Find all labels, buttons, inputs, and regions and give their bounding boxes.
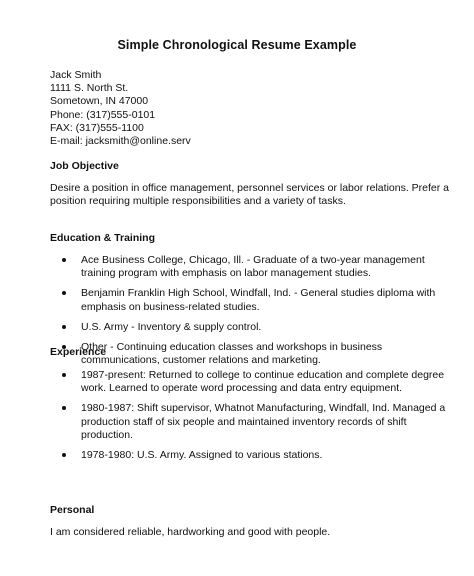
- list-item-text: U.S. Army - Inventory & supply control.: [81, 320, 262, 333]
- list-item-text: Other - Continuing education classes and workshops in business communications, customer relations and marketing.: [81, 340, 383, 366]
- list-item-text: Benjamin Franklin High School, Windfall, Ind. - General studies diploma with emphasis on business-related studies.: [81, 287, 436, 313]
- contact-email: E-mail: jacksmith@online.serv: [50, 135, 191, 148]
- contact-fax: FAX: (317)555-1100: [50, 121, 144, 134]
- bullet-icon: [62, 325, 66, 329]
- personal-text: I am considered reliable, hardworking and good with people.: [50, 526, 331, 538]
- list-item: [50, 287, 460, 314]
- list-item: [50, 402, 460, 442]
- contact-block: [50, 69, 191, 148]
- education-list: [50, 254, 460, 374]
- list-item: [50, 321, 460, 334]
- contact-name: Jack Smith: [50, 69, 102, 81]
- contact-city: Sometown, IN 47000: [50, 95, 149, 108]
- list-item: [50, 369, 460, 396]
- document-title: Simple Chronological Resume Example: [117, 38, 357, 52]
- experience-heading: Experience: [50, 346, 107, 358]
- experience-list: [50, 369, 460, 469]
- bullet-icon: [62, 453, 66, 457]
- bullet-icon: [62, 373, 66, 377]
- bullet-icon: [62, 291, 66, 295]
- contact-phone: Phone: (317)555-0101: [50, 108, 156, 121]
- list-item-text: 1978-1980: U.S. Army. Assigned to various stations.: [81, 449, 323, 462]
- list-item-text: 1987-present: Returned to college to continue education and complete degree work. Learned to operate word processing and data entry equipment.: [81, 369, 445, 395]
- list-item: [50, 449, 460, 462]
- job-objective-text: Desire a position in office management, personnel services or labor relations. Prefer a position requiring multiple responsibilities and a variety of tasks.: [50, 182, 450, 208]
- list-item-text: 1980-1987: Shift supervisor, Whatnot Manufacturing, Windfall, Ind. Managed a production staff of six people and maintained inventory records of shift production.: [81, 402, 446, 442]
- personal-heading: Personal: [50, 504, 95, 516]
- list-item-text: Ace Business College, Chicago, Ill. - Graduate of a two-year management training program with emphasis on labor management studies.: [81, 254, 425, 280]
- contact-address: 1111 S. North St.: [50, 82, 129, 95]
- list-item: [50, 254, 460, 281]
- bullet-icon: [62, 406, 66, 410]
- bullet-icon: [62, 258, 66, 262]
- list-item: [50, 341, 460, 368]
- education-heading: Education & Training: [50, 232, 156, 244]
- job-objective-heading: Job Objective: [50, 160, 119, 172]
